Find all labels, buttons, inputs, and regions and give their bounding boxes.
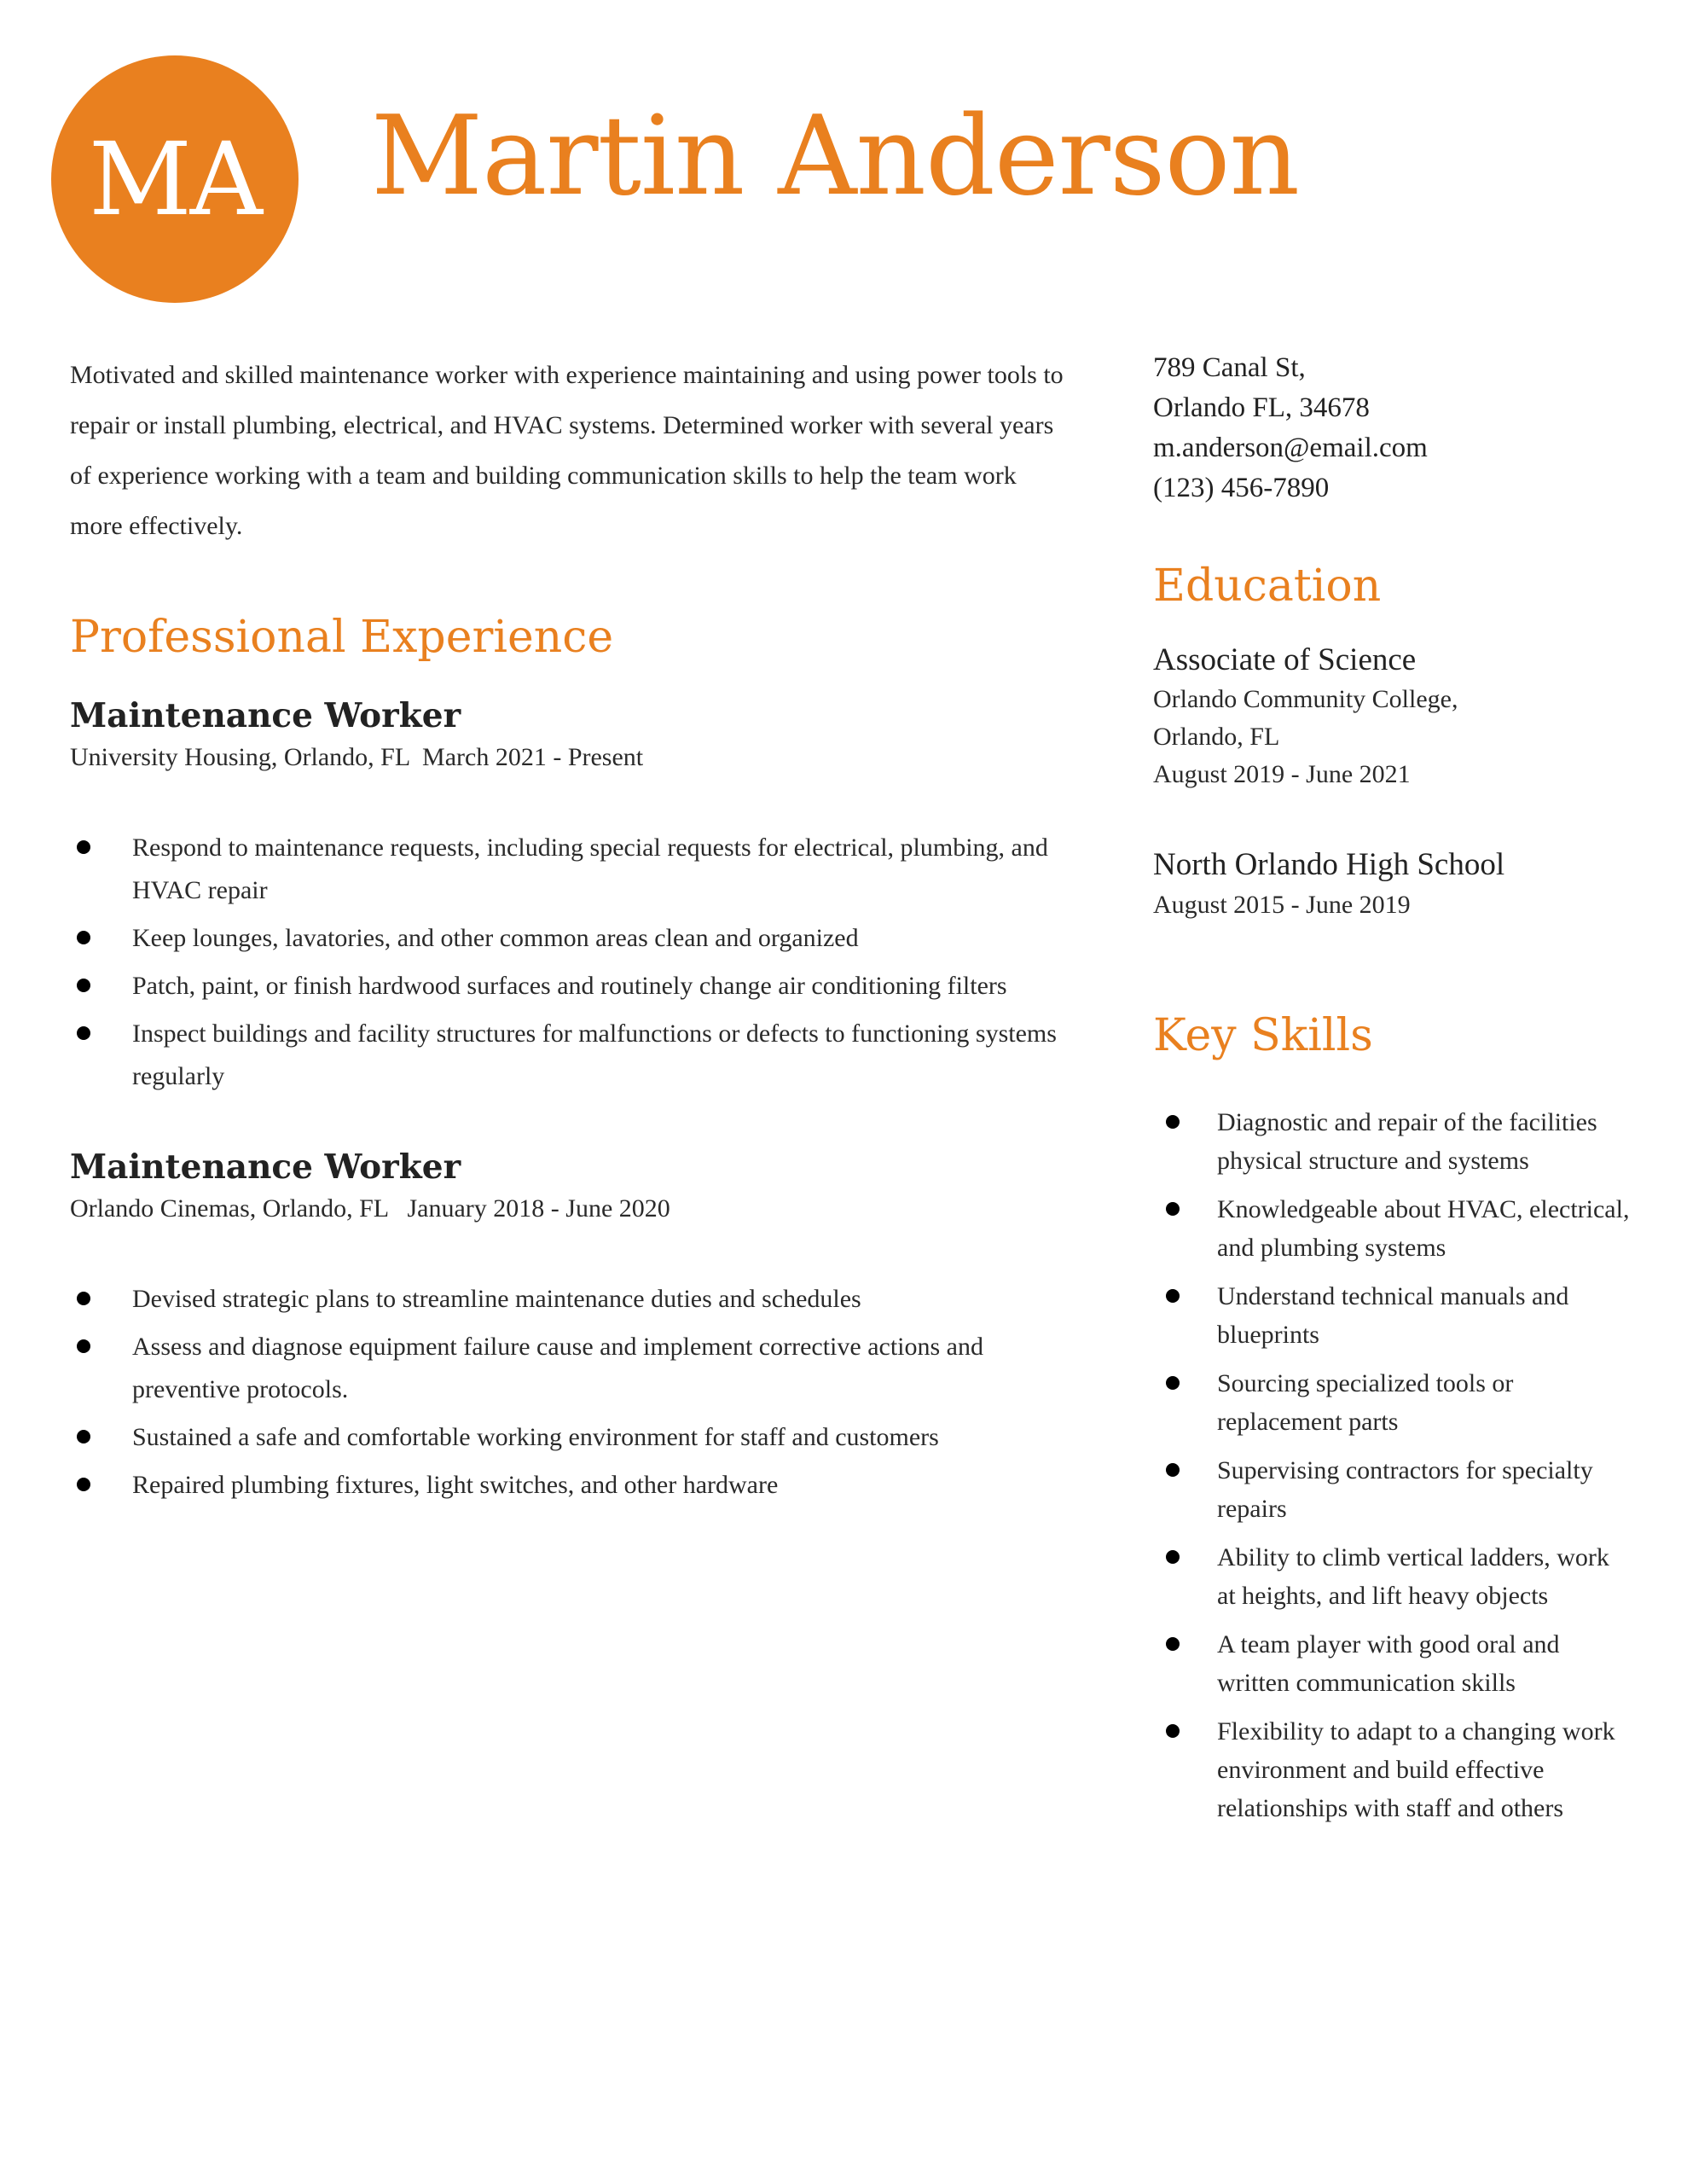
skill-text: Understand technical manuals and blueprints: [1217, 1281, 1569, 1349]
job-bullet: [70, 965, 1068, 1008]
bullet-icon: [77, 1478, 90, 1491]
bullet-icon: [1166, 1463, 1180, 1477]
skill-text: A team player with good oral and written communication skills: [1217, 1629, 1560, 1697]
skill-text: Diagnostic and repair of the facilities physical structure and systems: [1217, 1107, 1597, 1175]
bullet-icon: [1166, 1202, 1180, 1216]
job-bullet-text: Assess and diagnose equipment failure cause and implement corrective actions and preventive protocols.: [132, 1332, 983, 1403]
job-bullet-text: Respond to maintenance requests, including special requests for electrical, plumbing, and HVAC repair: [132, 834, 1048, 905]
skill-item: [1153, 1190, 1631, 1267]
education-location: Orlando, FL: [1153, 723, 1280, 752]
job-bullet: [70, 1013, 1068, 1098]
bullet-icon: [77, 931, 90, 944]
job-title: Maintenance Worker: [70, 696, 461, 736]
contact-email: m.anderson@email.com: [1153, 433, 1428, 463]
job-bullet-list: [70, 1278, 1068, 1507]
skill-item: [1153, 1364, 1631, 1441]
job-meta: Orlando Cinemas, Orlando, FL January 2018 - June 2020: [70, 1194, 670, 1223]
monogram-initials: MA: [88, 120, 262, 238]
skill-item: [1153, 1103, 1631, 1180]
education-dates: August 2019 - June 2021: [1153, 760, 1411, 789]
bullet-icon: [1166, 1376, 1180, 1390]
job-bullet-text: Devised strategic plans to streamline maintenance duties and schedules: [132, 1284, 861, 1313]
skill-item: [1153, 1625, 1631, 1702]
bullet-icon: [1166, 1550, 1180, 1564]
bullet-icon: [77, 1026, 90, 1040]
bullet-icon: [1166, 1637, 1180, 1651]
bullet-icon: [1166, 1115, 1180, 1129]
job-entry: [70, 1146, 1068, 1507]
job-bullet: [70, 1326, 1068, 1411]
job-bullet-text: Repaired plumbing fixtures, light switches, and other hardware: [132, 1470, 779, 1499]
skill-item: [1153, 1451, 1631, 1528]
bullet-icon: [77, 1430, 90, 1443]
skill-text: Ability to climb vertical ladders, work at heights, and lift heavy objects: [1217, 1542, 1609, 1610]
experience-heading: Professional Experience: [70, 612, 614, 663]
skill-text: Flexibility to adapt to a changing work environment and build effective relationships with staff and others: [1217, 1716, 1615, 1822]
job-meta: University Housing, Orlando, FL March 2021 - Present: [70, 743, 644, 772]
job-bullet: [70, 1416, 1068, 1459]
candidate-name: Martin Anderson: [371, 93, 1299, 220]
bullet-icon: [77, 979, 90, 992]
skill-text: Supervising contractors for specialty repairs: [1217, 1455, 1593, 1523]
job-bullet-text: Sustained a safe and comfortable working environment for staff and customers: [132, 1422, 939, 1451]
bullet-icon: [77, 840, 90, 854]
skills-list: [1153, 1103, 1631, 1827]
contact-street: 789 Canal St,: [1153, 352, 1306, 383]
skill-text: Knowledgeable about HVAC, electrical, and plumbing systems: [1217, 1194, 1630, 1262]
job-bullet: [70, 917, 1068, 960]
job-entry: [70, 694, 1068, 1098]
job-title: Maintenance Worker: [70, 1147, 461, 1188]
skill-item: [1153, 1538, 1631, 1615]
job-bullet-text: Keep lounges, lavatories, and other common areas clean and organized: [132, 924, 859, 953]
side-column: [1153, 348, 1631, 1838]
job-bullet-list: [70, 827, 1068, 1098]
summary-paragraph: Motivated and skilled maintenance worker with experience maintaining and using power tools to repair or install plumbing, electrical, and HVAC systems. Determined worker with several years of experience working with a team and building communication skills to help the team work more effectively.: [70, 361, 1064, 540]
job-bullet: [70, 827, 1068, 912]
education-heading: Education: [1153, 561, 1382, 612]
bullet-icon: [77, 1339, 90, 1353]
skill-text: Sourcing specialized tools or replacement parts: [1217, 1368, 1514, 1436]
education-entry: [1153, 640, 1631, 793]
job-bullet-text: Inspect buildings and facility structures for malfunctions or defects to functioning systems regularly: [132, 1019, 1057, 1091]
contact-city: Orlando FL, 34678: [1153, 392, 1370, 423]
main-column: [70, 350, 1068, 1512]
education-entry: [1153, 845, 1631, 923]
bullet-icon: [77, 1292, 90, 1305]
contact-block: [1153, 348, 1631, 508]
education-school-name: North Orlando High School: [1153, 847, 1505, 883]
education-school: Orlando Community College,: [1153, 685, 1458, 714]
skill-item: [1153, 1712, 1631, 1827]
bullet-icon: [1166, 1724, 1180, 1738]
skill-item: [1153, 1277, 1631, 1354]
skills-heading: Key Skills: [1153, 1009, 1373, 1061]
education-degree: Associate of Science: [1153, 642, 1417, 678]
bullet-icon: [1166, 1289, 1180, 1303]
monogram-badge: [51, 55, 299, 303]
job-bullet: [70, 1464, 1068, 1507]
job-bullet-text: Patch, paint, or finish hardwood surfaces and routinely change air conditioning filters: [132, 972, 1007, 1001]
contact-phone: (123) 456-7890: [1153, 473, 1330, 503]
education-dates: August 2015 - June 2019: [1153, 890, 1411, 919]
job-bullet: [70, 1278, 1068, 1321]
